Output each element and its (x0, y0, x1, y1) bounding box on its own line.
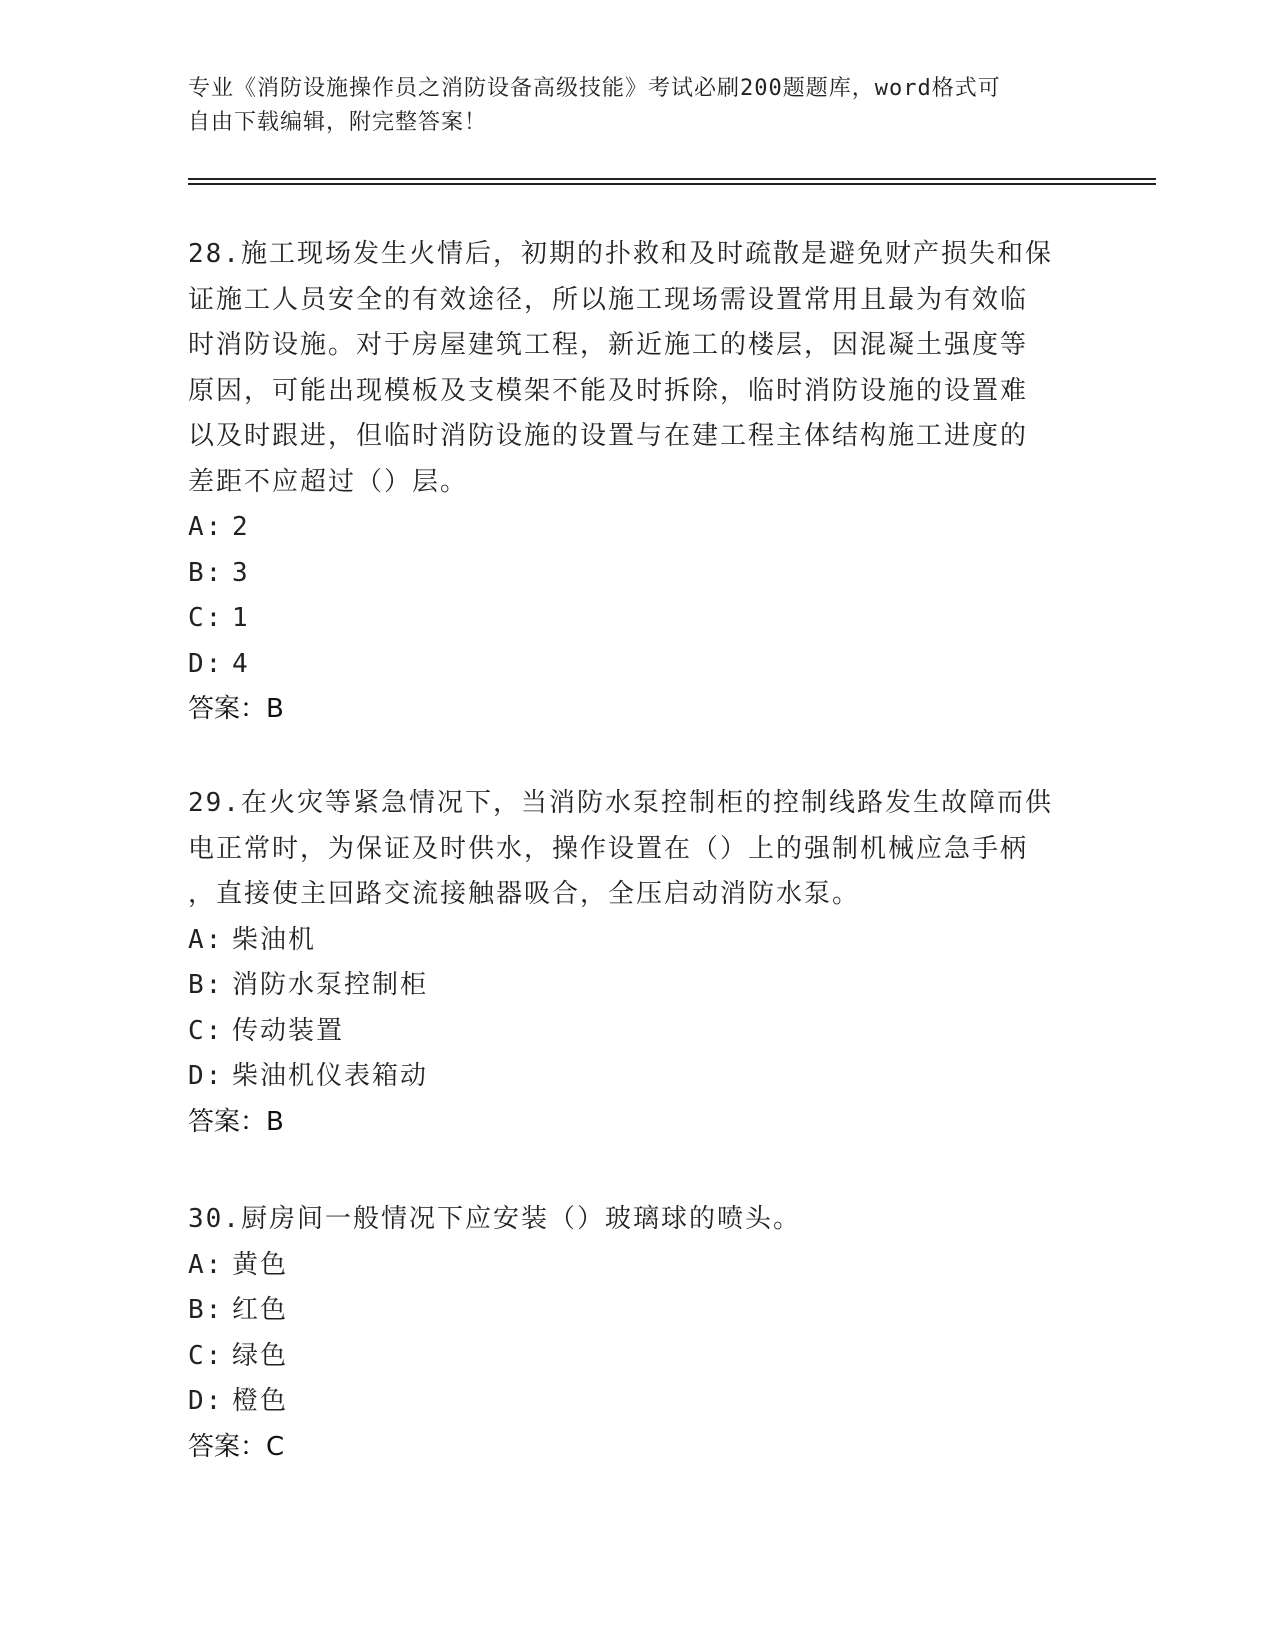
question-stem (188, 781, 1088, 918)
option-c (188, 1009, 1088, 1055)
header-line-1: 专业《消防设施操作员之消防设备高级技能》考试必刷200题题库，word格式可 (188, 76, 1001, 101)
option-c (188, 1334, 1088, 1380)
option-text: 红色 (232, 1295, 289, 1325)
stem-line: ，直接使主回路交流接触器吸合，全压启动消防水泵。 (188, 879, 861, 909)
stem-line: 电正常时，为保证及时供水，操作设置在（）上的强制机械应急手柄 (188, 833, 1029, 864)
stem-line: 以及时跟进，但临时消防设施的设置与在建工程主体结构施工进度的 (188, 421, 1029, 451)
option-a (188, 1243, 1088, 1289)
option-c (188, 596, 1088, 642)
answer-line: 答案：B (188, 1106, 284, 1137)
option-b (188, 963, 1088, 1009)
option-key: B: (188, 970, 224, 1000)
question-stem (188, 1197, 1088, 1243)
stem-line: 29.在火灾等紧急情况下，当消防水泵控制柜的控制线路发生故障而供 (188, 788, 1053, 818)
option-key: C: (188, 1015, 224, 1046)
stem-line: 30.厨房间一般情况下应安装（）玻璃球的喷头。 (188, 1204, 801, 1234)
answer-line: 答案：B (188, 694, 284, 724)
option-key: C: (188, 1340, 224, 1371)
stem-line: 时消防设施。对于房屋建筑工程，新近施工的楼层，因混凝土强度等 (188, 330, 1029, 360)
option-key: A: (188, 1249, 224, 1280)
option-b (188, 1288, 1088, 1334)
option-a (188, 918, 1088, 964)
stem-line: 28.施工现场发生火情后，初期的扑救和及时疏散是避免财产损失和保 (188, 239, 1053, 269)
stem-line: 原因，可能出现模板及支模架不能及时拆除，临时消防设施的设置难 (188, 375, 1029, 406)
question-28 (188, 232, 1088, 733)
option-d (188, 642, 1088, 688)
option-d (188, 1379, 1088, 1425)
document-header (188, 72, 1088, 140)
option-text: 消防水泵控制柜 (232, 970, 429, 1000)
option-key: A: (188, 512, 224, 542)
option-text: 柴油机 (232, 924, 317, 955)
header-line-2: 自由下载编辑，附完整答案！ (188, 110, 488, 135)
option-text: 2 (232, 512, 250, 542)
option-key: D: (188, 1061, 224, 1091)
option-text: 3 (232, 557, 250, 588)
option-d (188, 1054, 1088, 1100)
option-key: A: (188, 924, 224, 955)
option-a (188, 505, 1088, 551)
option-key: B: (188, 557, 224, 588)
option-text: 黄色 (232, 1249, 289, 1280)
option-text: 1 (232, 603, 250, 633)
header-divider-top (188, 178, 1156, 180)
question-29 (188, 781, 1088, 1145)
stem-line: 差距不应超过（）层。 (188, 466, 469, 497)
option-b (188, 551, 1088, 597)
option-key: D: (188, 1386, 224, 1416)
option-key: C: (188, 603, 224, 633)
option-text: 传动装置 (232, 1015, 345, 1046)
question-stem (188, 232, 1088, 505)
option-text: 绿色 (232, 1340, 289, 1371)
option-text: 橙色 (232, 1386, 289, 1416)
option-key: B: (188, 1295, 224, 1325)
answer-line: 答案：C (188, 1431, 285, 1462)
option-text: 柴油机仪表箱动 (232, 1061, 429, 1091)
option-key: D: (188, 648, 224, 679)
question-30 (188, 1197, 1088, 1470)
option-text: 4 (232, 648, 250, 679)
header-divider-bottom (188, 183, 1156, 185)
stem-line: 证施工人员安全的有效途径，所以施工现场需设置常用且最为有效临 (188, 284, 1029, 315)
